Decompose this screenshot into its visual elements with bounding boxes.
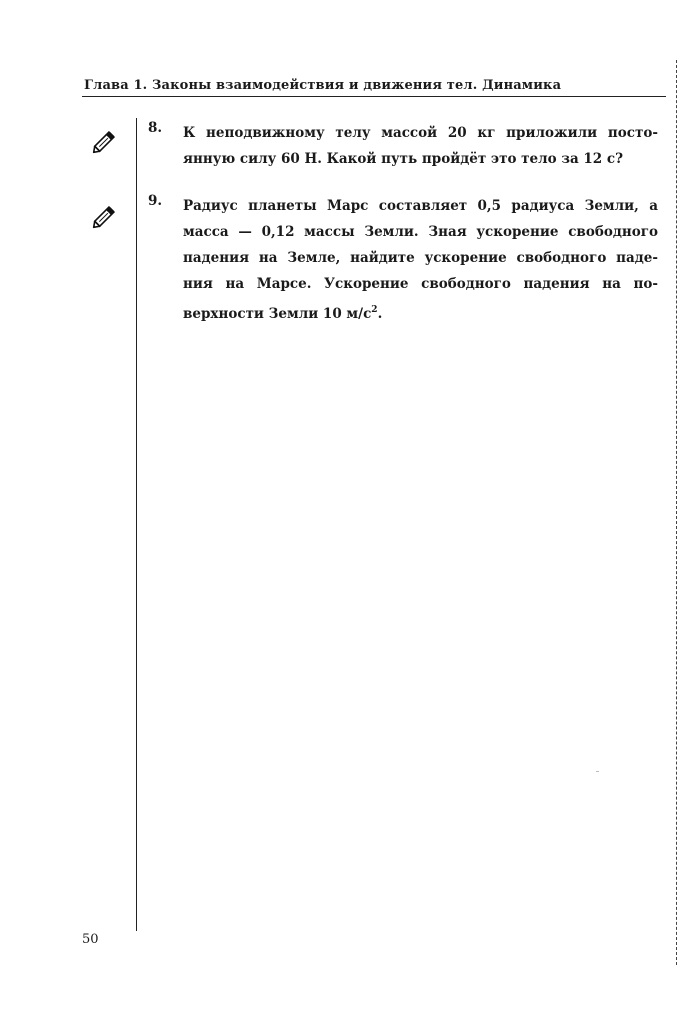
problem-number: 9.	[148, 193, 163, 209]
pencil-icon	[88, 199, 122, 233]
scan-speck	[596, 771, 599, 772]
page-header-title: Глава 1. Законы взаимодействия и движения тел. Динамика	[84, 78, 562, 93]
problem-text-line: масса — 0,12 массы Земли. Зная ускорение свободного	[183, 224, 658, 240]
problem-text-line: К неподвижному телу массой 20 кг приложили посто-	[183, 125, 658, 141]
superscript: 2	[371, 305, 378, 315]
problem-8	[148, 120, 658, 172]
problem-9	[148, 193, 658, 323]
problem-number: 8.	[148, 120, 163, 136]
problem-text-line-last	[183, 297, 658, 323]
page-edge-marks	[676, 60, 677, 965]
margin-rule	[136, 118, 137, 931]
problem-text-line: ния на Марсе. Ускорение свободного падения на по-	[183, 276, 658, 292]
problem-text: верхности Земли 10 м/с	[183, 306, 372, 322]
sentence-end: .	[377, 306, 383, 322]
header-rule	[82, 96, 666, 97]
pencil-icon	[88, 124, 122, 158]
problem-text-line: падения на Земле, найдите ускорение свободного паде-	[183, 250, 658, 266]
page-number: 50	[82, 932, 99, 947]
problem-text-line: Радиус планеты Марс составляет 0,5 радиуса Земли, а	[183, 198, 658, 214]
problem-text-line: янную силу 60 Н. Какой путь пройдёт это тело за 12 с?	[183, 151, 624, 167]
